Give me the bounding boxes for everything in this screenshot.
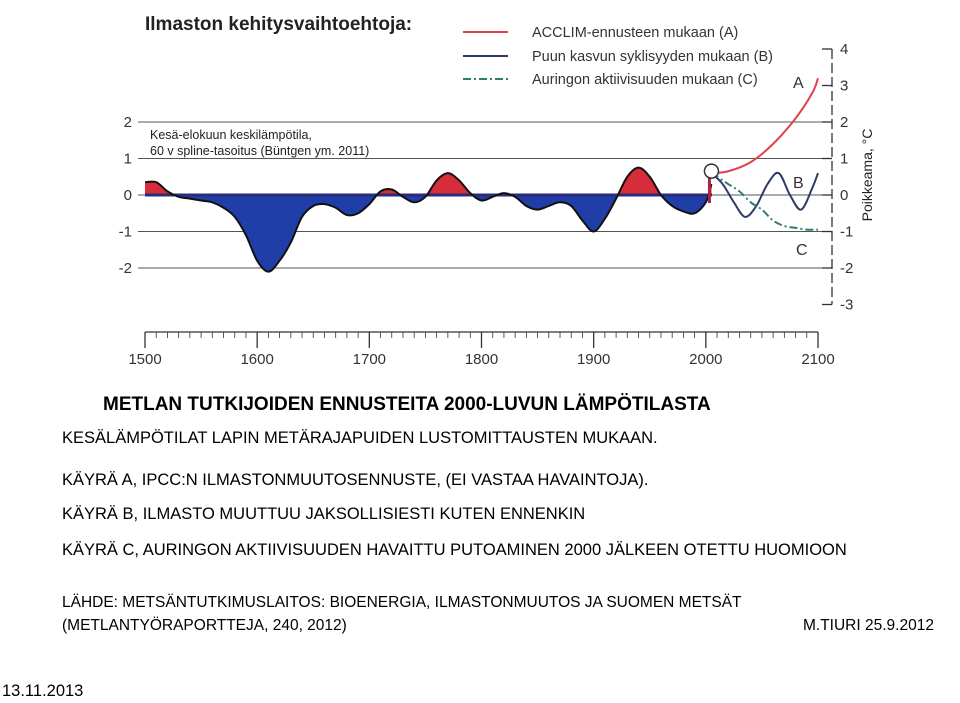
legend-label: Puun kasvun syklisyyden mukaan (B) bbox=[532, 49, 773, 65]
right-tick-label: 0 bbox=[840, 187, 849, 204]
right-tick-label: 3 bbox=[840, 77, 849, 95]
right-tick-label: 4 bbox=[840, 41, 849, 58]
right-tick-label: -2 bbox=[840, 260, 854, 277]
legend-label: Auringon aktiivisuuden mukaan (C) bbox=[532, 72, 758, 88]
right-tick-label: -1 bbox=[840, 223, 854, 241]
right-tick-label: -3 bbox=[840, 296, 854, 314]
left-tick-label: 1 bbox=[123, 150, 132, 168]
x-tick-label: 1500 bbox=[128, 351, 162, 368]
curve-label-c: C bbox=[796, 242, 808, 259]
left-tick-label: -2 bbox=[118, 260, 132, 277]
source-line-2: (METLANTYÖRAPORTTEJA, 240, 2012) bbox=[62, 617, 347, 634]
left-tick-label: 0 bbox=[123, 187, 132, 204]
slide-date: 13.11.2013 bbox=[2, 682, 84, 700]
chart-title: Ilmaston kehitysvaihtoehtoja: bbox=[145, 14, 413, 35]
right-axis-label: Poikkeama, °C bbox=[859, 128, 875, 222]
curve-label-b: B bbox=[793, 175, 804, 192]
series-lines bbox=[145, 78, 818, 271]
x-tick-label: 1900 bbox=[576, 351, 611, 368]
left-tick-label: -1 bbox=[118, 223, 132, 241]
description-curve-a: KÄYRÄ A, IPCC:N ILMASTONMUUTOSENNUSTE, (EI VASTAA HAVAINTOJA). bbox=[62, 471, 649, 489]
x-tick-label: 2100 bbox=[801, 351, 835, 368]
chart-legend bbox=[463, 25, 773, 88]
description-curve-c: KÄYRÄ C, AURINGON AKTIIVISUUDEN HAVAITTU PUTOAMINEN 2000 JÄLKEEN OTETTU HUOMIOON bbox=[62, 541, 847, 559]
chart-annotation bbox=[150, 128, 369, 158]
legend-label: ACCLIM-ennusteen mukaan (A) bbox=[532, 25, 739, 41]
right-tick-label: 1 bbox=[840, 150, 849, 168]
annotation-line: 60 v spline-tasoitus (Büntgen ym. 2011) bbox=[150, 144, 370, 158]
source-line-1: LÄHDE: METSÄNTUTKIMUSLAITOS: BIOENERGIA, ILMASTONMUUTOS JA SUOMEN METSÄT bbox=[62, 594, 742, 611]
description-curve-b: KÄYRÄ B, ILMASTO MUUTTUU JAKSOLLISIESTI KUTEN ENNENKIN bbox=[62, 505, 586, 523]
x-tick-label: 1600 bbox=[240, 351, 274, 368]
left-tick-label: 2 bbox=[123, 114, 132, 131]
curve-label-a: A bbox=[793, 75, 804, 92]
headline: METLAN TUTKIJOIDEN ENNUSTEITA 2000-LUVUN LÄMPÖTILASTA bbox=[103, 394, 711, 415]
description-line-1: KESÄLÄMPÖTILAT LAPIN METÄRAJAPUIDEN LUSTOMITTAUSTEN MUKAAN. bbox=[62, 429, 658, 447]
projection-start-marker bbox=[704, 164, 718, 178]
right-tick-label: 2 bbox=[840, 114, 849, 131]
annotation-line: Kesä-elokuun keskilämpötila, bbox=[150, 128, 312, 142]
x-tick-label: 1800 bbox=[464, 351, 499, 368]
warm-anomaly-area bbox=[145, 168, 711, 272]
x-tick-label: 2000 bbox=[689, 351, 723, 368]
x-tick-label: 1700 bbox=[352, 351, 387, 368]
author-signature: M.TIURI 25.9.2012 bbox=[803, 617, 934, 634]
anomaly-areas bbox=[145, 168, 712, 272]
